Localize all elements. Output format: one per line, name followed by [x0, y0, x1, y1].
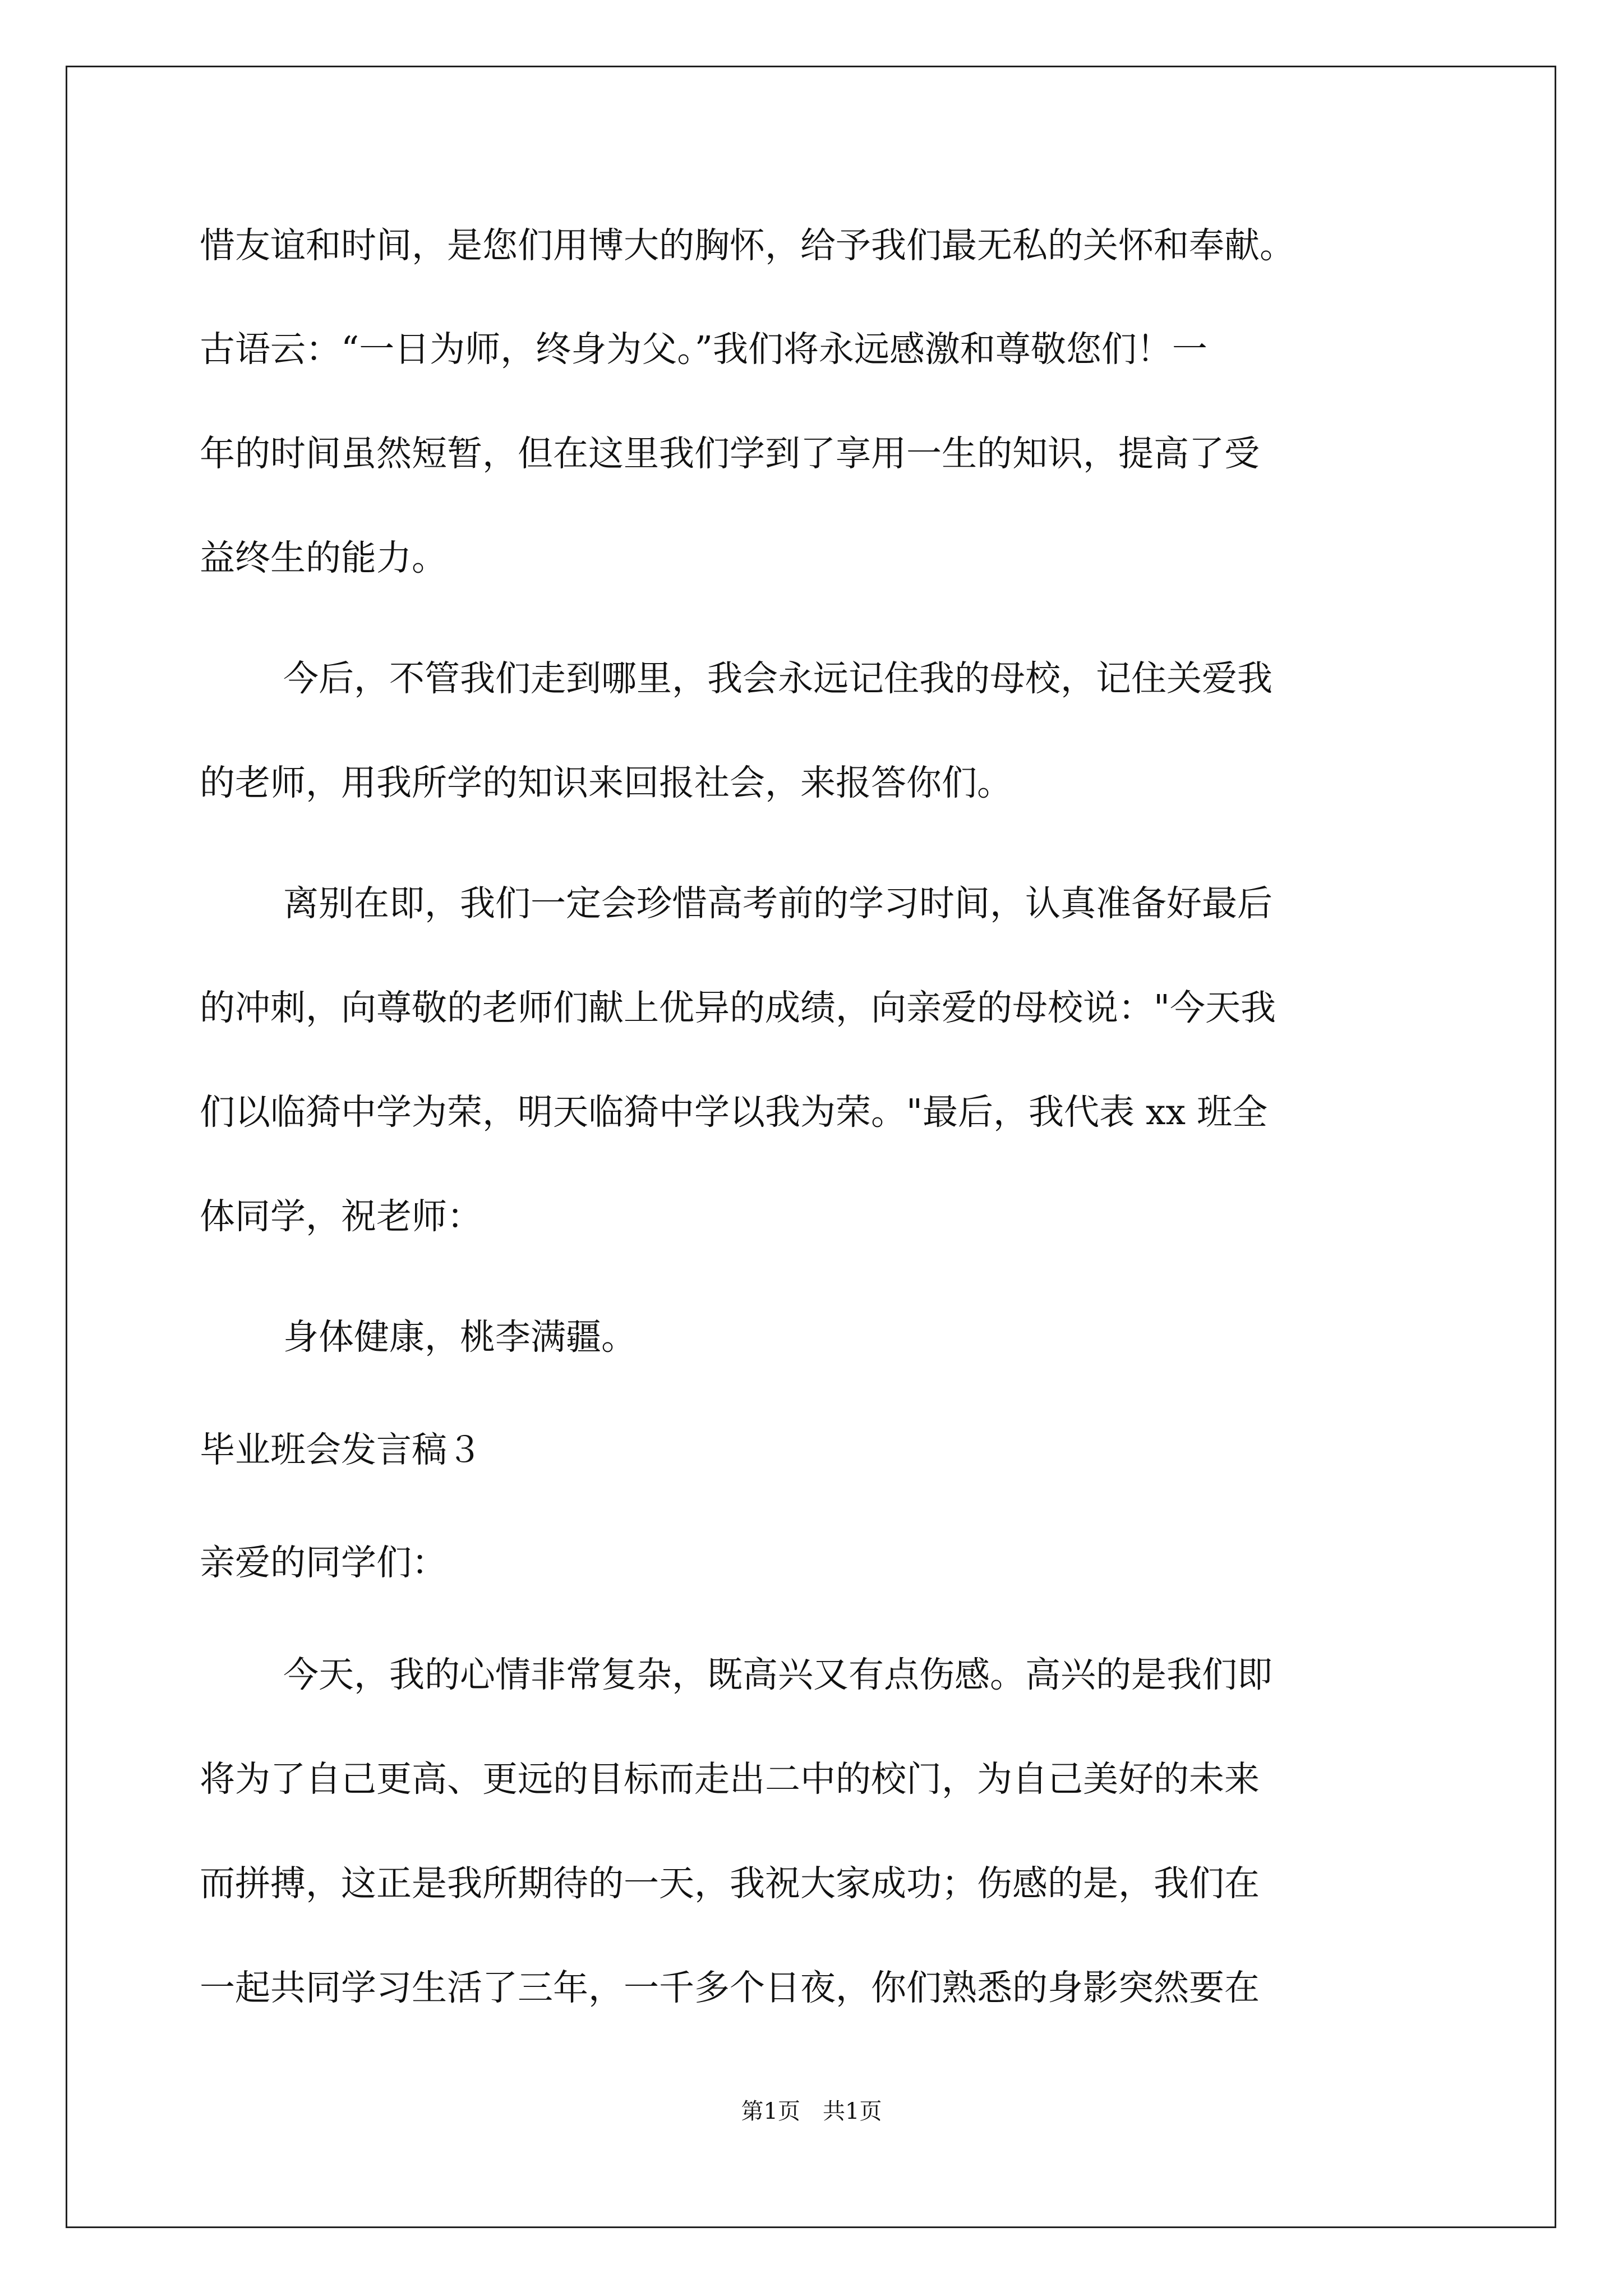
text-line: 一起共同学习生活了三年，一千多个日夜，你们熟悉的身影突然要在 — [200, 1967, 1260, 2008]
text-line: 益终生的能力。 — [200, 537, 447, 578]
section-title: 毕业班会发言稿３ — [200, 1429, 482, 1470]
paragraph-line: 身体健康，桃李满疆。 — [283, 1317, 637, 1358]
paragraph-line: 离别在即，我们一定会珍惜高考前的学习时间，认真准备好最后 — [283, 883, 1272, 924]
text-line: 年的时间虽然短暂，但在这里我们学到了享用一生的知识，提高了受 — [200, 433, 1260, 474]
text-line: 体同学，祝老师： — [200, 1196, 482, 1237]
text-line: 惜友谊和时间，是您们用博大的胸怀，给予我们最无私的关怀和奉献。 — [200, 225, 1295, 266]
paragraph-line: 今后，不管我们走到哪里，我会永远记住我的母校，记住关爱我 — [283, 658, 1272, 699]
text-line: 们以临猗中学为荣，明天临猗中学以我为荣。"最后，我代表 xx 班全 — [200, 1092, 1268, 1133]
text-line: 古语云：“一日为师，终身为父。”我们将永远感激和尊敬您们！一 — [200, 329, 1207, 370]
salutation: 亲爱的同学们： — [200, 1542, 447, 1583]
paragraph-line: 今天，我的心情非常复杂，既高兴又有点伤感。高兴的是我们即 — [283, 1654, 1272, 1695]
text-line: 而拼搏，这正是我所期待的一天，我祝大家成功；伤感的是，我们在 — [200, 1863, 1260, 1904]
text-line: 的冲刺，向尊敬的老师们献上优异的成绩，向亲爱的母校说："今天我 — [200, 987, 1276, 1028]
page-footer: 第1页 共1页 — [741, 2099, 882, 2124]
text-line: 的老师，用我所学的知识来回报社会，来报答你们。 — [200, 762, 1012, 803]
text-line: 将为了自己更高、更远的目标而走出二中的校门，为自己美好的未来 — [200, 1759, 1260, 1800]
